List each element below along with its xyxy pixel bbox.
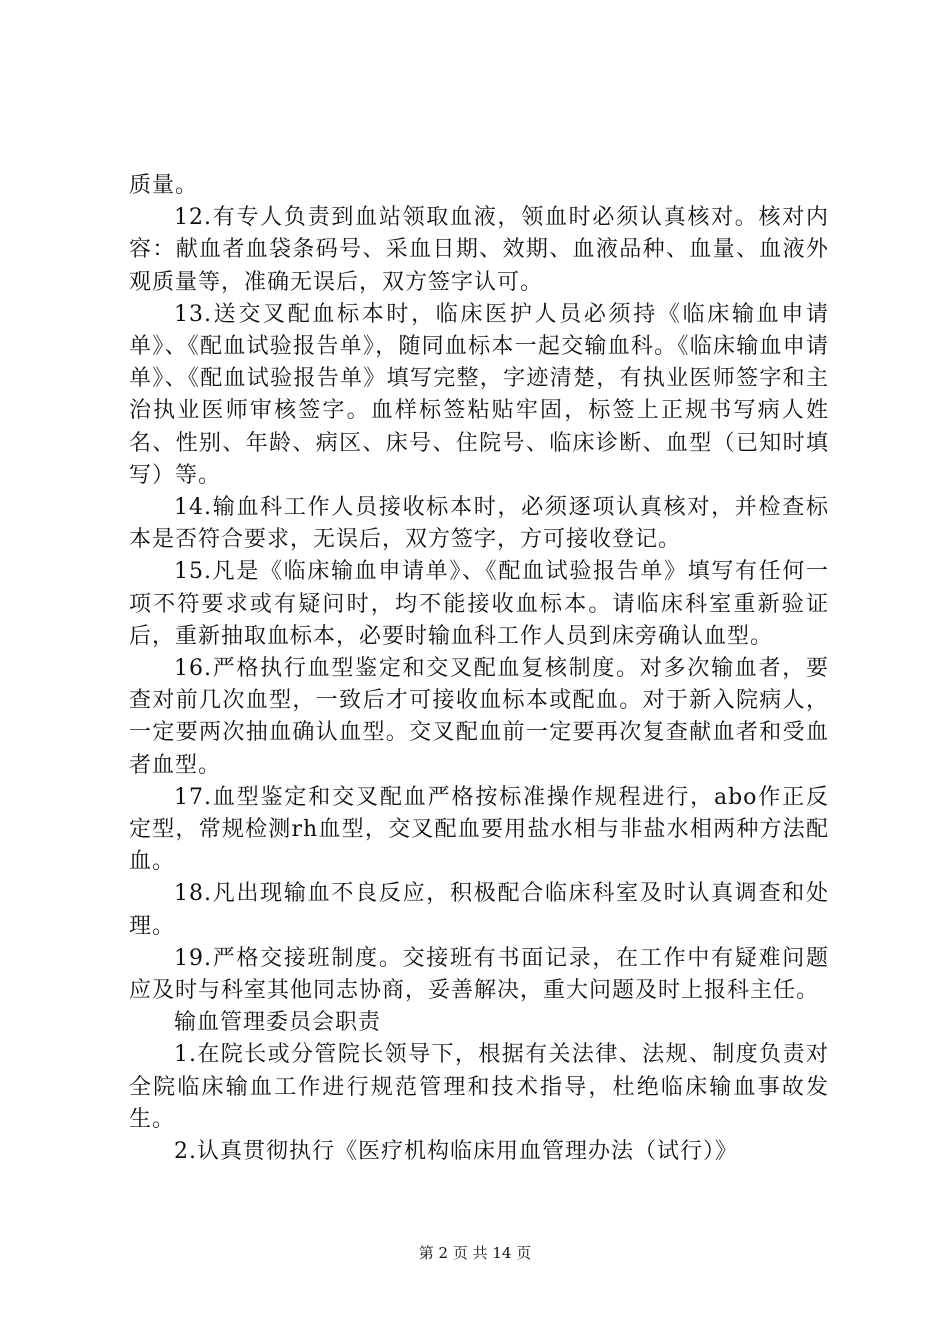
paragraph-item-16: 16.严格执行血型鉴定和交叉配血复核制度。对多次输血者，要查对前几次血型，一致后才可接收血标本或配血。对于新入院病人，一定要两次抽血确认血型。交叉配血前一定要再次复查献血者和受血者血型。 [129, 656, 829, 778]
page-number-footer: 第 2 页 共 14 页 [418, 1244, 532, 1262]
paragraph-item-13: 13.送交叉配血标本时，临床医护人员必须持《临床输血申请单》、《配血试验报告单》，随同血标本一起交输血科。《临床输血申请单》、《配血试验报告单》填写完整，字迹清楚，有执业医师签字和主治执业医师审核签字。血样标签粘贴牢固，标签上正规书写病人姓名、性别、年龄、病区、床号、住院号、临床诊断、血型（已知时填写）等。 [129, 301, 829, 488]
paragraph-item-18: 18.凡出现输血不良反应，积极配合临床科室及时认真调查和处理。 [129, 881, 829, 939]
paragraph-item-14: 14.输血科工作人员接收标本时，必须逐项认真核对，并检查标本是否符合要求，无误后，双方签字，方可接收登记。 [129, 495, 829, 553]
paragraph-item-12: 12.有专人负责到血站领取血液，领血时必须认真核对。核对内容：献血者血袋条码号、采血日期、效期、血液品种、血量、血液外观质量等，准确无误后，双方签字认可。 [129, 205, 829, 295]
section-heading: 输血管理委员会职责 [174, 1010, 382, 1036]
paragraph-continuation: 质量。 [129, 173, 199, 198]
paragraph-item-19: 19.严格交接班制度。交接班有书面记录，在工作中有疑难问题应及时与科室其他同志协商，妥善解决，重大问题及时上报科主任。 [129, 945, 829, 1004]
document-body [129, 170, 829, 1168]
paragraph-duty-1: 1.在院长或分管院长领导下，根据有关法律、法规、制度负责对全院临床输血工作进行规范管理和技术指导，杜绝临床输血事故发生。 [129, 1042, 829, 1132]
paragraph-duty-2: 2.认真贯彻执行《医疗机构临床用血管理办法（试行）》 [174, 1139, 738, 1165]
paragraph-item-15: 15.凡是《临床输血申请单》、《配血试验报告单》填写有任何一项不符要求或有疑问时，均不能接收血标本。请临床科室重新验证后，重新抽取血标本，必要时输血科工作人员到床旁确认血型。 [129, 559, 829, 649]
paragraph-item-17: 17.血型鉴定和交叉配血严格按标准操作规程进行，abo作正反定型，常规检测rh血型，交叉配血要用盐水相与非盐水相两种方法配血。 [129, 784, 829, 875]
